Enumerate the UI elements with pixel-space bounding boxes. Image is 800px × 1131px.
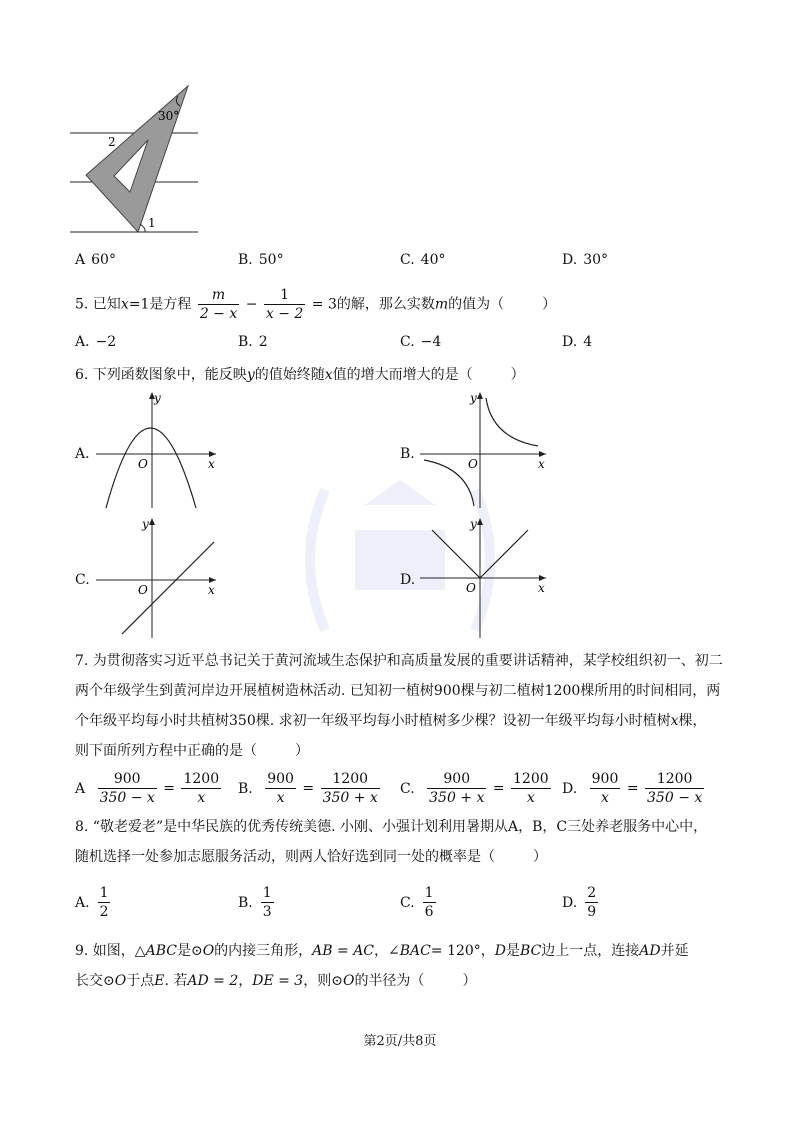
q7-option-a[interactable]: A $\frac{900}{350 - x}$ = $\frac{1200}{x}$ — [75, 771, 220, 806]
q6-stem: 6. 下列函数图象中，能反映y的值始终随x值的增大而增大的是（ ） — [75, 367, 525, 383]
q8-option-d[interactable]: D. $\frac{2}{9}$ — [562, 885, 597, 920]
q6-option-d-label[interactable]: D. — [400, 572, 416, 588]
q6-graph-d-absolute-value[interactable] — [416, 514, 552, 640]
q6-b-x-label: x — [538, 457, 545, 471]
q4-option-a[interactable]: A 60° — [75, 252, 116, 268]
page-number-footer: 第2页/共8页 — [363, 1034, 437, 1049]
q6-a-x-label: x — [208, 457, 215, 471]
q6-d-x-label: x — [538, 581, 545, 595]
q6-c-origin-label: O — [138, 583, 148, 597]
q7-line-4: 则下面所列方程中正确的是（ ） — [75, 743, 309, 759]
q4-ruler-figure — [70, 80, 200, 240]
q6-d-y-label: y — [470, 517, 477, 531]
q4-option-c[interactable]: C. 40° — [400, 252, 446, 268]
q6-a-origin-label: O — [138, 457, 148, 471]
q7-line-2: 两个年级学生到黄河岸边开展植树造林活动. 已知初一植树900棵与初二植树1200棵所用的时间相同，两 — [75, 683, 721, 699]
q7-option-b[interactable]: B. $\frac{900}{x}$ = $\frac{1200}{350 + x}$ — [238, 771, 378, 806]
q9-line-2: 长交⊙O于点E. 若AD = 2，DE = 3，则⊙O的半径为（ ） — [75, 973, 477, 989]
q8-line-2: 随机选择一处参加志愿服务活动，则两人恰好选到同一处的概率是（ ） — [75, 849, 547, 865]
q4-option-b[interactable]: B. 50° — [238, 252, 284, 268]
q4-angle-2-label: 2 — [108, 135, 116, 149]
q7-line-1: 7. 为贯彻落实习近平总书记关于黄河流域生态保护和高质量发展的重要讲话精神，某学校组织初一、初二 — [75, 653, 723, 669]
q6-option-a-label[interactable]: A. — [75, 446, 90, 462]
q5-option-c[interactable]: C. −4 — [400, 334, 442, 350]
q7-option-c[interactable]: C. $\frac{900}{350 + x}$ = $\frac{1200}{x}$ — [400, 771, 549, 806]
q8-option-a[interactable]: A. $\frac{1}{2}$ — [75, 885, 109, 920]
q6-option-c-label[interactable]: C. — [75, 572, 90, 588]
q6-option-b-label[interactable]: B. — [400, 446, 415, 462]
q5-option-b[interactable]: B. 2 — [238, 334, 268, 350]
q7-line-3: 个年级平均每小时共植树350棵. 求初一年级平均每小时植树多少棵？设初一年级平均每小时植树x棵， — [75, 713, 707, 729]
q8-option-b[interactable]: B. $\frac{1}{3}$ — [238, 885, 272, 920]
q4-angle-30-label: 30° — [158, 109, 180, 123]
q8-line-1: 8. “敬老爱老”是中华民族的优秀传统美德. 小刚、小强计划利用暑期从A，B，C三处养老服务中心中， — [75, 819, 708, 835]
q7-option-d[interactable]: D. $\frac{900}{x}$ = $\frac{1200}{350 - x}$ — [562, 771, 703, 806]
q8-option-c[interactable]: C. $\frac{1}{6}$ — [400, 885, 434, 920]
q9-line-1: 9. 如图，△ABC是⊙O的内接三角形，AB = AC，∠BAC= 120°，D是BC边上一点，连接AD并延 — [75, 943, 689, 959]
q6-d-origin-label: O — [466, 581, 476, 595]
q4-angle-1-label: 1 — [148, 216, 156, 230]
q6-a-y-label: y — [154, 391, 161, 405]
q4-option-d[interactable]: D. 30° — [562, 252, 609, 268]
q6-b-origin-label: O — [468, 457, 478, 471]
q5-option-a[interactable]: A. −2 — [75, 334, 117, 350]
q6-c-x-label: x — [208, 583, 215, 597]
q6-graph-c-line[interactable] — [92, 514, 222, 640]
q5-option-d[interactable]: D. 4 — [562, 334, 593, 350]
q6-graph-a-parabola[interactable] — [92, 388, 222, 510]
q6-c-y-label: y — [142, 517, 149, 531]
q5-stem: 5. 已知x=1是方程 $\frac{m}{2 - x}$ − $\frac{1}{x - 2}$ = 3的解，那么实数m的值为（ ） — [75, 287, 557, 322]
q6-b-y-label: y — [470, 391, 477, 405]
q6-graph-b-hyperbola[interactable] — [416, 388, 552, 510]
